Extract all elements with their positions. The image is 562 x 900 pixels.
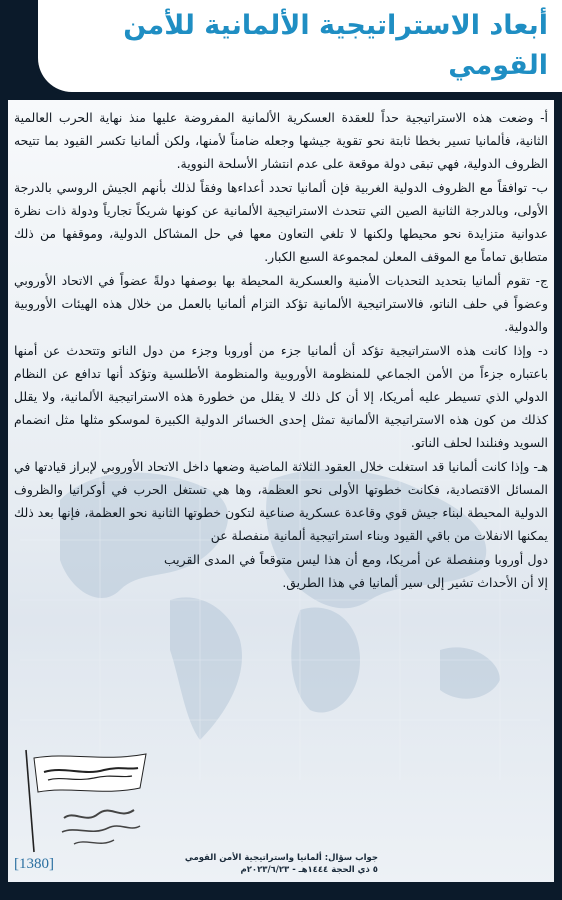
- right-border: [554, 100, 562, 900]
- article-body: [14, 106, 548, 595]
- paragraph-a: أ- وضعت هذه الاستراتيجية حداً للعقدة العسكرية الألمانية المفروضة عليها منذ نهاية الحرب العالمية الثانية، فألمانيا تسير بخطا ثابتة نحو تقوية جيشها وجعله ضامناً لأمنها، ولكن ألمانيا تكسر القيود بما تتيحه الظروف الدولية، فهي تبقى دولة موقعة على عدم انتشار الأسلحة النووية.: [14, 110, 548, 171]
- page-number: [1380]: [14, 856, 54, 872]
- page-title-line2: القومي: [448, 50, 548, 81]
- left-border: [0, 100, 8, 900]
- bottom-border: [0, 882, 562, 900]
- paragraph-e-continued: دول أوروبا ومنفصلة عن أمريكا، ومع أن هذا ليس متوقعاً في المدى القريب إلا أن الأحداث تشير إلى سير ألمانيا في هذا الطريق.: [164, 552, 548, 590]
- footer-caption-title: جواب سؤال: ألمانيا واستراتيجية الأمن القومي: [184, 853, 378, 863]
- footer-caption: [168, 852, 378, 876]
- paragraph-c: ج- تقوم ألمانيا بتحديد التحديات الأمنية والعسكرية المحيطة بها بوصفها دولةً عضواً في الاتحاد الأوروبي وعضواً في حلف الناتو، فالاستراتيجية الألمانية تؤكد التزام ألمانيا بالعمل من خلال هذه الهيئات الأوروبية والدولية.: [14, 273, 548, 334]
- footer-caption-date: ٥ ذي الحجة ١٤٤٤هـ - ٢٠٢٣/٦/٢٣م: [240, 865, 378, 875]
- page-title-line1: أبعاد الاستراتيجية الألمانية للأمن: [123, 10, 548, 41]
- paragraph-d: د- وإذا كانت هذه الاستراتيجية تؤكد أن ألمانيا جزء من أوروبا وجزء من دول الناتو وتتحدث عن أمنها باعتباره جزءاً من الأمن الجماعي للمنظومة الأوروبية والمنظومة الأطلسية وتؤكد أنها تدافع عن النظام الدولي الذي تسيطر عليه أمريكا، إلا أن كل ذلك لا يقلل من خطورة هذه الاستراتيجية الألمانية، ولا يقلل كذلك من كون هذه الاستراتيجية الألمانية تمثل إحدى الخسائر الدولية الكبيرة لموسكو مثلها مثل انضمام السويد وفنلندا لحلف الناتو.: [14, 343, 548, 450]
- paragraph-b: ب- توافقاً مع الظروف الدولية الغربية فإن ألمانيا تحدد أعداءها وفقاً لذلك بأنهم الجيش الروسي بالدرجة الأولى، وبالدرجة الثانية الصين التي تتحدث الاستراتيجية الألمانية عن كونها شريكاً تجارياً ودولة ذات نظرة عدوانية متزايدة نحو محيطها ولكنها لا تلغي التعاون معها في حل المشاكل الدولية، وموقفها من ذلك متطابق تماماً مع الموقف المعلن لمجموعة السبع الكبار.: [14, 180, 548, 264]
- header-box: [34, 0, 562, 96]
- flag-seal-logo: [14, 740, 154, 860]
- paragraph-e: هـ- وإذا كانت ألمانيا قد استغلت خلال العقود الثلاثة الماضية وضعها داخل الاتحاد الأوروبي لإبراز قيادتها في المسائل الاقتصادية، فكانت خطوتها الأولى نحو العظمة، وها هي تستغل الحرب في أوكرانيا والظروف الدولية المحيطة لبناء جيش قوي وقاعدة عسكرية صناعية لتكون خطوتها الثانية نحو العظمة، فإنها بعد ذلك يمكنها الانفلات من باقي القيود وبناء استراتيجية ألمانية منفصلة عن: [14, 459, 548, 543]
- page-title: [48, 6, 548, 86]
